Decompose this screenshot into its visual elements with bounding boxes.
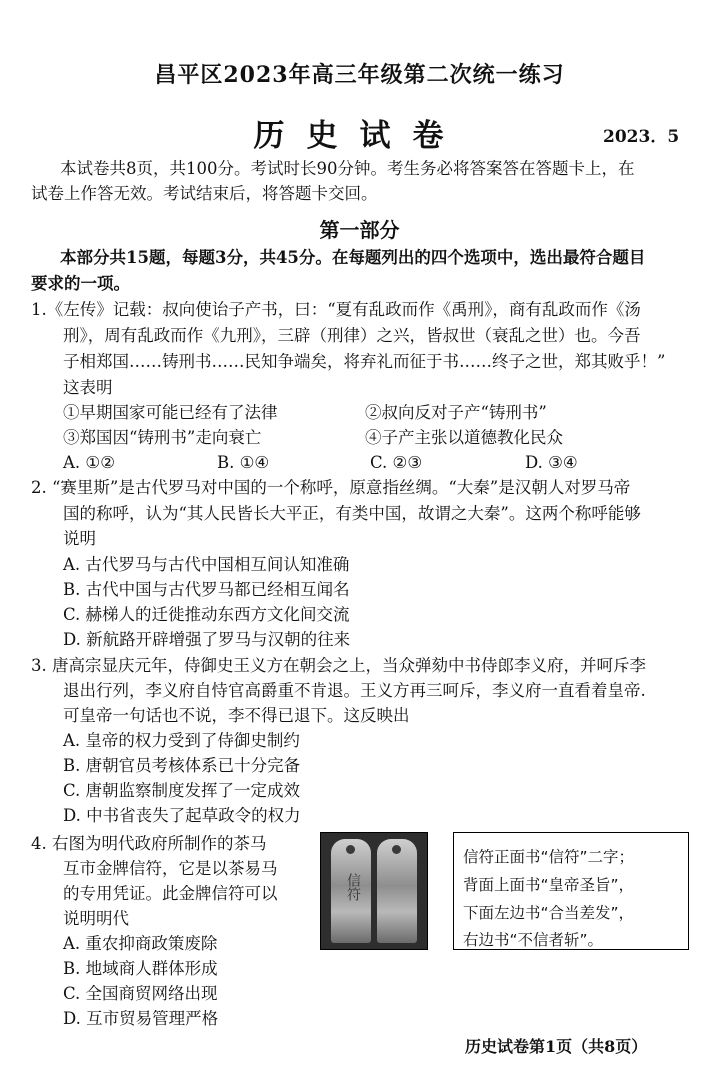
q1-stem-line-3: 子相郑国……铸刑书……民知争端矣，将弃礼而征于书……终子之世，郑其败乎！” — [63, 352, 666, 371]
tablet-front-image — [331, 839, 371, 943]
part-intro-line-2: 要求的一项。 — [31, 274, 130, 293]
q1-statement-2: ②叔向反对子产“铸刑书” — [365, 403, 547, 422]
instruction-line-1: 本试卷共8页，共100分。考试时长90分钟。考生务必将答案答在答题卡上，在 — [60, 159, 635, 178]
exam-header-title: 昌平区2023年高三年级第二次统一练习 — [154, 62, 565, 88]
page-footer: 历史试卷第1页（共8页） — [465, 1037, 648, 1056]
q4-stem-line-4: 说明明代 — [63, 909, 129, 928]
q3-option-c[interactable]: C. 唐朝监察制度发挥了一定成效 — [63, 781, 301, 800]
q4-option-c[interactable]: C. 全国商贸网络出现 — [63, 984, 218, 1003]
q3-option-d[interactable]: D. 中书省丧失了起草政令的权力 — [63, 806, 301, 825]
q2-option-d[interactable]: D. 新航路开辟增强了罗马与汉朝的往来 — [63, 630, 351, 649]
q3-stem-line-2: 退出行列，李义府自恃官高爵重不肯退。王义方再三呵斥，李义府一直看着皇帝. — [63, 681, 646, 700]
q1-statement-3: ③郑国因“铸刑书”走向衰亡 — [63, 428, 262, 447]
q2-option-c[interactable]: C. 赫梯人的迁徙推动东西方文化间交流 — [63, 605, 350, 624]
q4-stem-line-3: 的专用凭证。此金牌信符可以 — [63, 884, 278, 903]
q3-option-b[interactable]: B. 唐朝官员考核体系已十分完备 — [63, 756, 301, 775]
q4-option-a[interactable]: A. 重农抑商政策废除 — [63, 934, 218, 953]
q2-option-a[interactable]: A. 古代罗马与古代中国相互间认知准确 — [63, 555, 350, 574]
subject-title: 历史试卷 — [253, 118, 466, 154]
q1-statement-4: ④子产主张以道德教化民众 — [365, 428, 563, 447]
q2-stem-line-2: 国的称呼，认为“其人民皆长大平正，有类中国，故谓之大秦”。这两个称呼能够 — [63, 504, 641, 523]
instruction-line-2: 试卷上作答无效。考试结束后，将答题卡交回。 — [31, 184, 378, 203]
q3-stem-line-1: 3. 唐高宗显庆元年，侍御史王义方在朝会之上，当众弹劾中书侍郎李义府，并呵斥李 — [31, 656, 646, 675]
exam-date: 2023．5 — [603, 127, 680, 147]
tablet-script: 信符 — [345, 873, 361, 901]
q4-option-b[interactable]: B. 地域商人群体形成 — [63, 959, 218, 978]
inscription-line-3: 下面左边书“合当差发”， — [463, 904, 635, 922]
q1-stem-line-2: 刑》，周有乱政而作《九刑》，三辟（刑律）之兴，皆叔世（衰乱之世）也。今吾 — [63, 326, 641, 345]
q1-stem-line-1: 1.《左传》记载：叔向使诒子产书，曰：“夏有乱政而作《禹刑》，商有乱政而作《汤 — [31, 300, 641, 319]
q1-option-b[interactable]: B. ①④ — [217, 453, 270, 472]
q1-stem-line-4: 这表明 — [63, 378, 113, 397]
q4-option-d[interactable]: D. 互市贸易管理严格 — [63, 1009, 219, 1028]
q4-stem-line-1: 4. 右图为明代政府所制作的茶马 — [31, 834, 267, 853]
q4-stem-line-2: 互市金牌信符，它是以茶易马 — [63, 859, 278, 878]
inscription-line-4: 右边书“不信者斩”。 — [463, 931, 604, 949]
tally-photo — [320, 832, 428, 950]
part-intro-line-1: 本部分共15题，每题3分，共45分。在每题列出的四个选项中，选出最符合题目 — [60, 248, 646, 267]
q3-stem-line-3: 可皇帝一句话也不说，李不得已退下。这反映出 — [63, 706, 410, 725]
tablet-back-image — [377, 839, 417, 943]
part-title: 第一部分 — [319, 218, 400, 242]
q1-option-c[interactable]: C. ②③ — [370, 453, 423, 472]
inscription-line-1: 信符正面书“信符”二字； — [463, 848, 635, 866]
q2-stem-line-1: 2. “赛里斯”是古代罗马对中国的一个称呼，原意指丝绸。“大秦”是汉朝人对罗马帝 — [31, 478, 631, 497]
q1-option-a[interactable]: A. ①② — [63, 453, 115, 472]
q3-option-a[interactable]: A. 皇帝的权力受到了侍御史制约 — [63, 731, 300, 750]
q1-option-d[interactable]: D. ③④ — [525, 453, 578, 472]
q2-option-b[interactable]: B. 古代中国与古代罗马都已经相互闻名 — [63, 580, 350, 599]
q1-statement-1: ①早期国家可能已经有了法律 — [63, 403, 278, 422]
inscription-line-2: 背面上面书“皇帝圣旨”， — [463, 876, 635, 894]
inscription-note-box — [453, 832, 689, 950]
q2-stem-line-3: 说明 — [63, 529, 96, 548]
